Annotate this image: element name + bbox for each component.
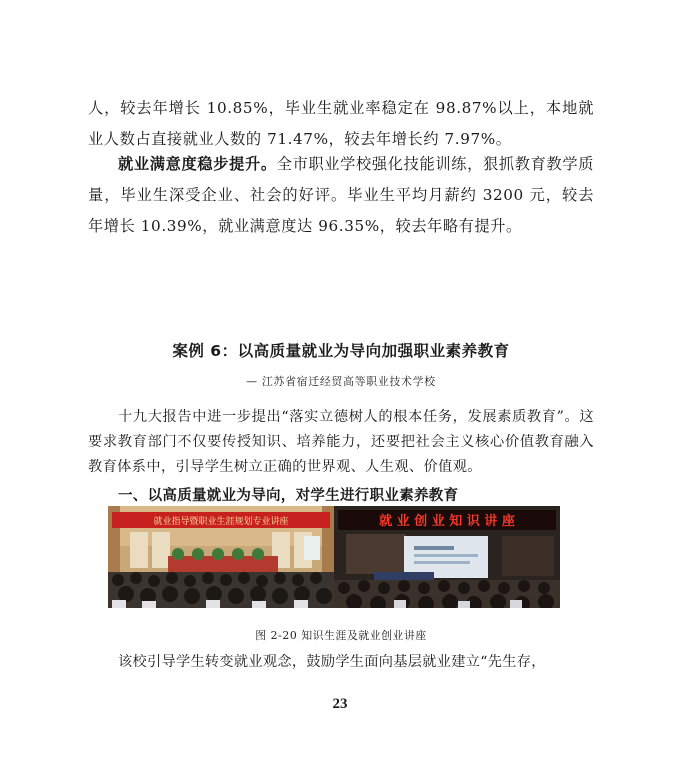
section-heading: 一、以高质量就业为导向，对学生进行职业素养教育 [118, 488, 459, 504]
paragraph-satisfaction [88, 149, 594, 242]
lecture-photo-left [108, 506, 334, 608]
case-source: — 江苏省宿迁经贸高等职业技术学校 [246, 375, 436, 388]
banner-text-right: 就 业 创 业 知 识 讲 座 [379, 514, 515, 529]
figure-caption: 图 2-20 知识生涯及就业创业讲座 [255, 629, 427, 642]
case-paragraph-2: 该校引导学生转变就业观念，鼓励学生面向基层就业建立“先生存， [118, 654, 546, 670]
case-paragraph: 十九大报告中进一步提出“落实立德树人的根本任务，发展素质教育”。这要求教育部门不仅要传授知识、培养能力，还要把社会主义核心价值教育融入教育体系中，引导学生树立正确的世界观、人生观、价值观。 [88, 409, 594, 475]
paragraph-lead: 就业满意度稳步提升。 [118, 155, 277, 173]
banner-text-left: 就业指导暨职业生涯规划专业讲座 [153, 517, 289, 527]
paragraph-satisfaction-text: 全市职业学校强化技能训练，狠抓教育教学质量，毕业生深受企业、社会的好评。毕业生平均月薪约 3200 元，较去年增长 10.39%，就业满意度达 96.35%，较去年略有提升。 [88, 155, 595, 235]
paragraph-employment-rate: 人，较去年增长 10.85%，毕业生就业率稳定在 98.87%以上，本地就业人数占直接就业人数的 71.47%，较去年增长约 7.97%。 [88, 99, 594, 148]
page-number: 23 [332, 696, 348, 712]
case-title: 案例 6：以高质量就业为导向加强职业素养教育 [172, 342, 510, 360]
lecture-photo-right [334, 506, 560, 608]
